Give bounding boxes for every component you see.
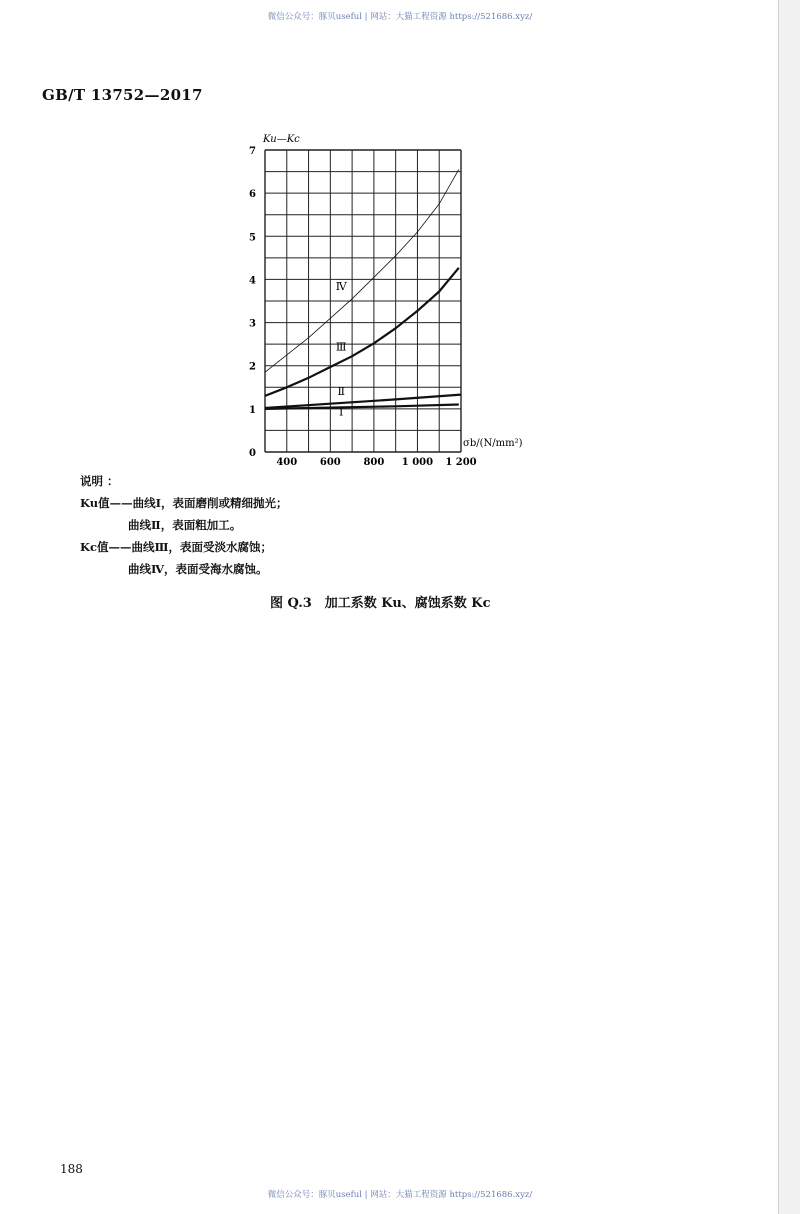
- curve-Ⅳ: [265, 169, 459, 372]
- y-tick-label: 3: [249, 318, 256, 330]
- watermark-top: 微信公众号：豚贝useful | 网站：大猫工程资源 https://521686.xyz/: [267, 12, 533, 22]
- watermark-bottom: 微信公众号：豚贝useful | 网站：大猫工程资源 https://521686.xyz/: [267, 1190, 533, 1200]
- y-tick-label: 1: [249, 404, 256, 416]
- curve-label: Ⅳ: [335, 280, 347, 294]
- y-tick-label: 2: [249, 361, 256, 373]
- curve-label: Ⅲ: [335, 340, 347, 354]
- page-number: 188: [60, 1162, 83, 1176]
- curve-label: Ⅰ: [339, 405, 344, 419]
- y-tick-label: 7: [249, 146, 256, 157]
- legend-line-4: 曲线Ⅳ，表面受海水腐蚀。: [128, 562, 268, 576]
- standard-number: GB/T 13752—2017: [42, 86, 203, 104]
- legend-ku-prefix: Ku值——: [80, 496, 133, 510]
- y-tick-label: 6: [249, 189, 256, 201]
- x-tick-label: 600: [319, 457, 341, 468]
- legend-line-2: 曲线Ⅱ，表面粗加工。: [128, 518, 242, 532]
- curve-Ⅲ: [265, 268, 459, 399]
- x-tick-label: 1 200: [445, 457, 477, 468]
- y-tick-label: 5: [249, 232, 256, 244]
- y-tick-label: 0: [249, 448, 256, 459]
- y-tick-label: 4: [249, 275, 256, 287]
- legend-kc-prefix: Kc值——: [80, 540, 132, 554]
- figure-caption: 图 Q.3 加工系数 Ku、腐蚀系数 Kc: [270, 596, 491, 611]
- x-axis-label: σb/(N/mm²): [463, 438, 523, 449]
- x-tick-label: 1 000: [401, 457, 434, 468]
- legend-line-3: 曲线Ⅲ，表面受淡水腐蚀；: [131, 540, 273, 554]
- y-axis-label: Ku—Kc: [263, 134, 300, 145]
- chart: [225, 128, 545, 473]
- curve-label: Ⅱ: [337, 385, 345, 399]
- x-tick-label: 400: [276, 457, 298, 468]
- legend: [80, 470, 288, 580]
- x-tick-label: 800: [363, 457, 385, 468]
- legend-heading: 说明 ：: [80, 474, 119, 488]
- legend-line-1: 曲线Ⅰ，表面磨削或精细抛光；: [132, 496, 288, 510]
